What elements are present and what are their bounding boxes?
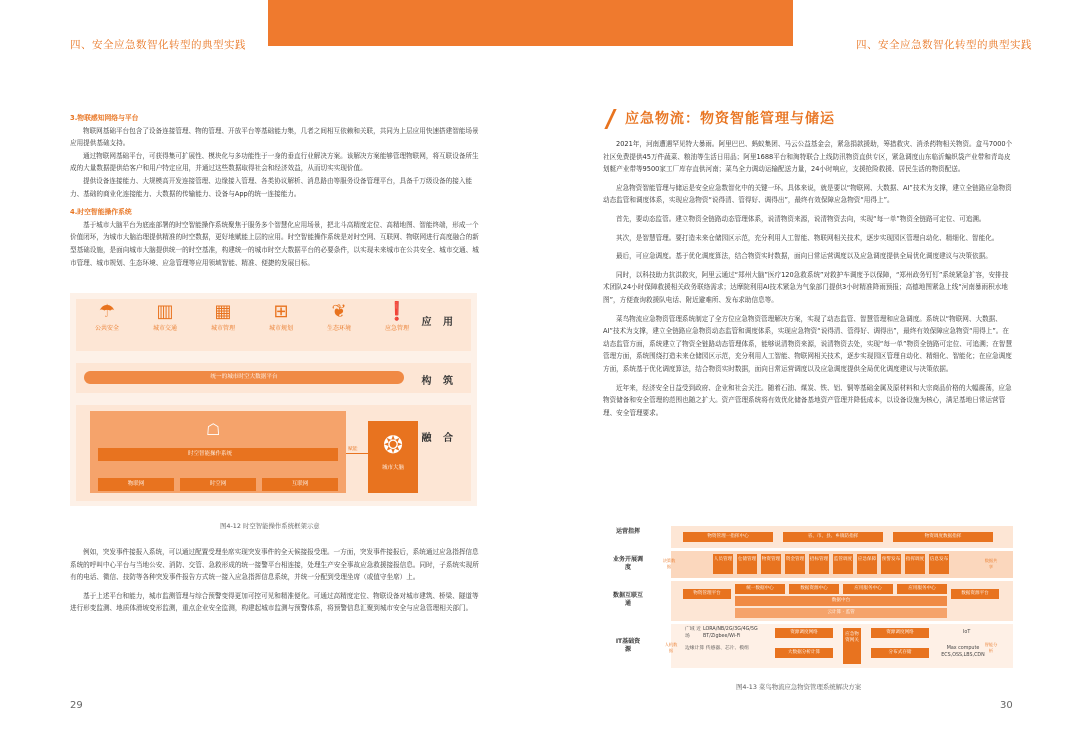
- paragraph: 近年来，经济安全日益受到政府、企业和社会关注。随着石油、煤炭、铁、铝、铜等基础金属及原材料和大宗商品价格的大幅震荡，应急物资储备和安全管理的范围也随之扩大。资产管理系统将有效优化储备基地资产管理并降低成本，以设备设施为核心，满足基地日常运营管理、安全管理要求。: [603, 383, 1012, 417]
- slash-icon: [603, 110, 617, 128]
- right-column: [603, 108, 1013, 419]
- data-top-chip: 数据资源中心: [789, 584, 839, 594]
- biz-chip: 物资管理: [761, 554, 781, 574]
- row-label-ops: 运营指挥: [615, 528, 640, 535]
- traffic-light-icon: ▥: [156, 301, 174, 322]
- net-label: 广域 近场: [685, 627, 701, 639]
- paragraph: 提供设备连接能力、大规模高开发连接管理、边缘接入管理、各类协议解析、消息路由等服务设备管理平台，具备千万级设备的接入能力、基础的商业化连接能力、大数据的传输能力、设备与App的统一连接能力。: [70, 176, 473, 198]
- bigdata-platform-bar: 统一的城市时空大数据平台: [84, 371, 404, 384]
- section-title: 应急物流：物资智能管理与储运: [603, 110, 1013, 128]
- biz-chip: 应急保障: [857, 554, 877, 574]
- paragraph: 应急物资智能管理与储运是安全应急数智化中的关键一环。具体来说，就是要以“物联网、大数据、AI”技术为支撑，建立全链路应急物资动态监管和调度体系，实现应急物资“说得清、管得好、调得出”，最终有效保障应急物资“用得上”。: [603, 183, 1012, 205]
- row-label-it: IT基础资源: [615, 638, 641, 653]
- side-label: 智能分析: [984, 642, 998, 653]
- data-right-chip: 数据资源平台: [951, 589, 999, 599]
- planning-icon: ⊞: [273, 301, 289, 322]
- connector-line: [346, 453, 368, 454]
- row-label-biz: 业务开展调度: [613, 556, 644, 571]
- subhead-spatiotemporal-os: 4.时空智能操作系统: [70, 208, 132, 217]
- side-label: 人机数据: [664, 642, 678, 653]
- left-column-bottom: [70, 546, 482, 615]
- row-label-data: 数据互联互通: [613, 592, 644, 607]
- paragraph: 基于城市大脑平台为底座部署的时空智能操作系统聚焦于服务多个智慧化应用场景，把北斗高精度定位、高精地图、智能终端，形成一个价值闭环，为城市大脑治理提供精准的时空数据，更好地赋能上层的应用。时空智能操作系统是对时空网、互联网、物联网进行高度融合的新型基础设施，是面向城市大脑提供统一的时空基准，构建统一的城市时空大数据平台的必要条件，以实现未来城市在公共安全、城市交通、城市管理、城市规划、生态环境、应急管理等应用领域智能、精准、便捷的发展目标。: [70, 220, 479, 267]
- ops-chip: 省、市、县、乡镇防指挥: [783, 532, 883, 542]
- running-title-left: 四、安全应急数智化转型的典型实践: [70, 39, 246, 51]
- app-ecology: ❦ 生态环境: [316, 301, 362, 332]
- it-gateway-chip: 应急物资网关: [843, 628, 861, 664]
- umbrella-icon: ☂: [98, 301, 116, 322]
- app-public-safety: ☂ 公共安全: [84, 301, 130, 332]
- sub-spatial-net: 时空网: [180, 478, 256, 491]
- biz-chip: 指挥调度: [905, 554, 925, 574]
- biz-chip: 监管调度: [833, 554, 853, 574]
- page-number-left: 29: [70, 700, 83, 711]
- sub-iot: 物联网: [98, 478, 174, 491]
- figure-4-12: [70, 293, 477, 506]
- side-label: 数据共享: [984, 558, 998, 569]
- biz-chip: 仓储管理: [737, 554, 757, 574]
- it-chip: 资源调度网络: [775, 628, 833, 638]
- os-bar: 时空智能操作系统: [98, 448, 338, 461]
- running-title-right: 四、安全应急数智化转型的典型实践: [856, 39, 1032, 51]
- paragraph: 2021年，河南遭遇罕见特大暴雨。阿里巴巴、蚂蚁集团、马云公益基金会，紧急捐款援助，筹措救灾、消杀药物相关物资。盒马7000个社区免费提供45万件蔬菜、粮油等生活日用品；阿里1688平台和淘特联合上线防汛物资直供专区，紧急调度山东临沂蝙织袋产业带和青岛皮划艇产业带等9500家工厂库存直供河南；菜鸟全力调动运输配送力量，24小时响应，支援抢险救援、居民生活的物资配送。: [603, 140, 1013, 174]
- alert-icon: ❗: [385, 301, 409, 322]
- paragraph: 菜鸟物流应急物资管理系统制定了全方位应急物资管理解决方案，实现了动态监管、智慧管理和应急调度。系统以“物联网、大数据、AI”技术为支撑，建立全链路应急物资动态监管和调度体系，实现应急物资“说得清、管得好、调得出”，最终有效保障应急物资“用得上”。在动态监管方面，系统建立了物资全链路动态管理体系，能够说清物资来源，说清物资去处，实现“每一单”物资全链路可定位、可追溯；在智慧管理方面，系统围绕打造未来仓储园区示范，充分利用人工智能、物联网相关技术，逐步实现园区管理自动化、精细化、智能化；在应急调度方面，系统基于优化调度算法，结合物资实时数据，面向日常运营调度以及应急调度提供全局优化调度建议与决策依据。: [603, 314, 1013, 373]
- ops-chip: 物资管理一指挥中心: [683, 532, 773, 542]
- biz-chip: 资金管理: [785, 554, 805, 574]
- paragraph: 物联网基础平台包含了设备连接管理、物的管理、开放平台等基础能力集，几者之间相互依赖和关联，共同为上层应用快速搭建智能场景应用提供基础支持。: [70, 126, 479, 148]
- biz-chip: 预警发布: [881, 554, 901, 574]
- data-bottom-chip: 云计算 · 监管: [735, 608, 947, 618]
- paragraph: 基于上述平台和能力，城市监测管理与综合预警变得更加可控可见和精准便化。可通过高精度定位、物联设备对城市建筑、桥梁、隧道等进行形变监测、地质体滑坡变形监测，重点企业安全监测，构建起城市监测与预警体系，将预警信息汇聚到城市安全与应急管理相关部门。: [70, 591, 479, 613]
- data-top-chip: 应用服务中心: [843, 584, 893, 594]
- paragraph: 最后，可应急调度。基于优化调度算法，结合物资实时数据，面向日常运营调度以及应急调度提供全局优化调度建议与决策依据。: [616, 252, 992, 261]
- app-city-planning: ⊞ 城市规划: [258, 301, 304, 332]
- city-brain-box: ❂ 城市大脑: [368, 421, 418, 493]
- paragraph: 其次，是智慧管理。要打造未来仓储园区示范，充分利用人工智能、物联网相关技术，逐步实现园区管理自动化、精细化、智能化。: [616, 233, 999, 242]
- figure-caption-4-13: 图4-13 菜鸟物流应急物资管理系统解决方案: [736, 683, 862, 691]
- org-chart-icon: ☖: [206, 420, 221, 439]
- app-emergency: ❗ 应急管理: [374, 301, 420, 332]
- paragraph: 例如，突发事件接报入系统，可以通过配置受理坐席实现突发事件的全天候接报受理。一方面，突发事件接报后，系统通过应急指挥信息系统的呼叫中心平台与当地公安、消防、交管、急救形成的统一接警平台相连接，处理生产安全事故应急救援接报信息。同时，子系统实现所有的电话、微信、技防等各种突发事件报告方式统一接入应急指挥信息系统，并统一分配到受理坐席（或值守坐席）上。: [70, 548, 479, 582]
- paragraph: 同时，以科技助力抗洪救灾，阿里云通过“郑州大脑”医疗120急救系统”对救护车调度予以保障，“郑州政务钉钉”系统紧急扩容，安排技术团队24小时保障救援相关政务联络需求；达摩院利用AI技术紧急为气象部门提供3小时精准降雨预报；高德地图紧急上线“河南暴雨积水地图”，方便查询救援队电话、附近避难所、发布求助信息等。: [603, 270, 1009, 304]
- header-band: [268, 0, 793, 46]
- data-left-chip: 物资管理平台: [683, 589, 731, 599]
- ops-chip: 物资调度数据指挥: [893, 532, 993, 542]
- app-city-traffic: ▥ 城市交通: [142, 301, 188, 332]
- paragraph: 通过物联网基础平台，可获得集可扩展性、模块化与多功能性于一身的垂直行业解决方案。该解决方案能够管理物联网，将互联设备所生成的大量数据提供给客户和用户特定应用，并通过这些数据取得社会和经济效益，从而切实实现价值。: [70, 151, 479, 173]
- net-text: LORA/NB/2G/3G/4G/5G BT/Zigbee/Wi-Fi: [703, 627, 758, 639]
- it-chip: 大数据分析计算: [775, 648, 833, 658]
- it-chip: 分布式存储: [871, 648, 929, 658]
- app-city-management: ▦ 城市管理: [200, 301, 246, 332]
- subhead-iot-platform: 3.物联感知网络与平台: [70, 114, 139, 122]
- side-label: 决策数据: [662, 558, 676, 569]
- iot-label: IoT: [963, 630, 971, 635]
- biz-chip: 信息发布: [929, 554, 949, 574]
- page-number-right: 30: [1000, 700, 1013, 711]
- tree-icon: ❦: [331, 301, 347, 322]
- data-top-chip: 应用服务中心: [897, 584, 947, 594]
- brain-icon: ❂: [382, 431, 404, 459]
- building-icon: ▦: [214, 301, 232, 322]
- data-mid-chip: 数据中台: [735, 596, 947, 606]
- it-chip: 资源调度网络: [871, 628, 929, 638]
- layer-label-build: 构 筑: [421, 376, 457, 387]
- data-top-chip: 统一数据中心: [735, 584, 785, 594]
- biz-chip: 人员管理: [713, 554, 733, 574]
- biz-chip: 招标管理: [809, 554, 829, 574]
- figure-4-13: [603, 526, 1013, 674]
- sub-internet: 互联网: [262, 478, 338, 491]
- brain-link-label: 赋能: [348, 447, 358, 452]
- paragraph: 首先，要动态监管。建立物资全链路动态管理体系，说清物资来源，说清物资去向，实现“每一单”物资全链路可定位、可追溯。: [616, 214, 986, 223]
- compute-label: Max compute ECS,OSS,LBS,CDN: [941, 646, 985, 658]
- layer-label-app: 应 用: [421, 317, 457, 328]
- edge-label: 边缘计算 传感器、芯片、模组: [685, 646, 749, 651]
- layer-label-fuse: 融 合: [421, 433, 457, 444]
- figure-caption-4-12: 图4-12 时空智能操作系统框架示意: [220, 522, 320, 530]
- left-column: [70, 108, 482, 269]
